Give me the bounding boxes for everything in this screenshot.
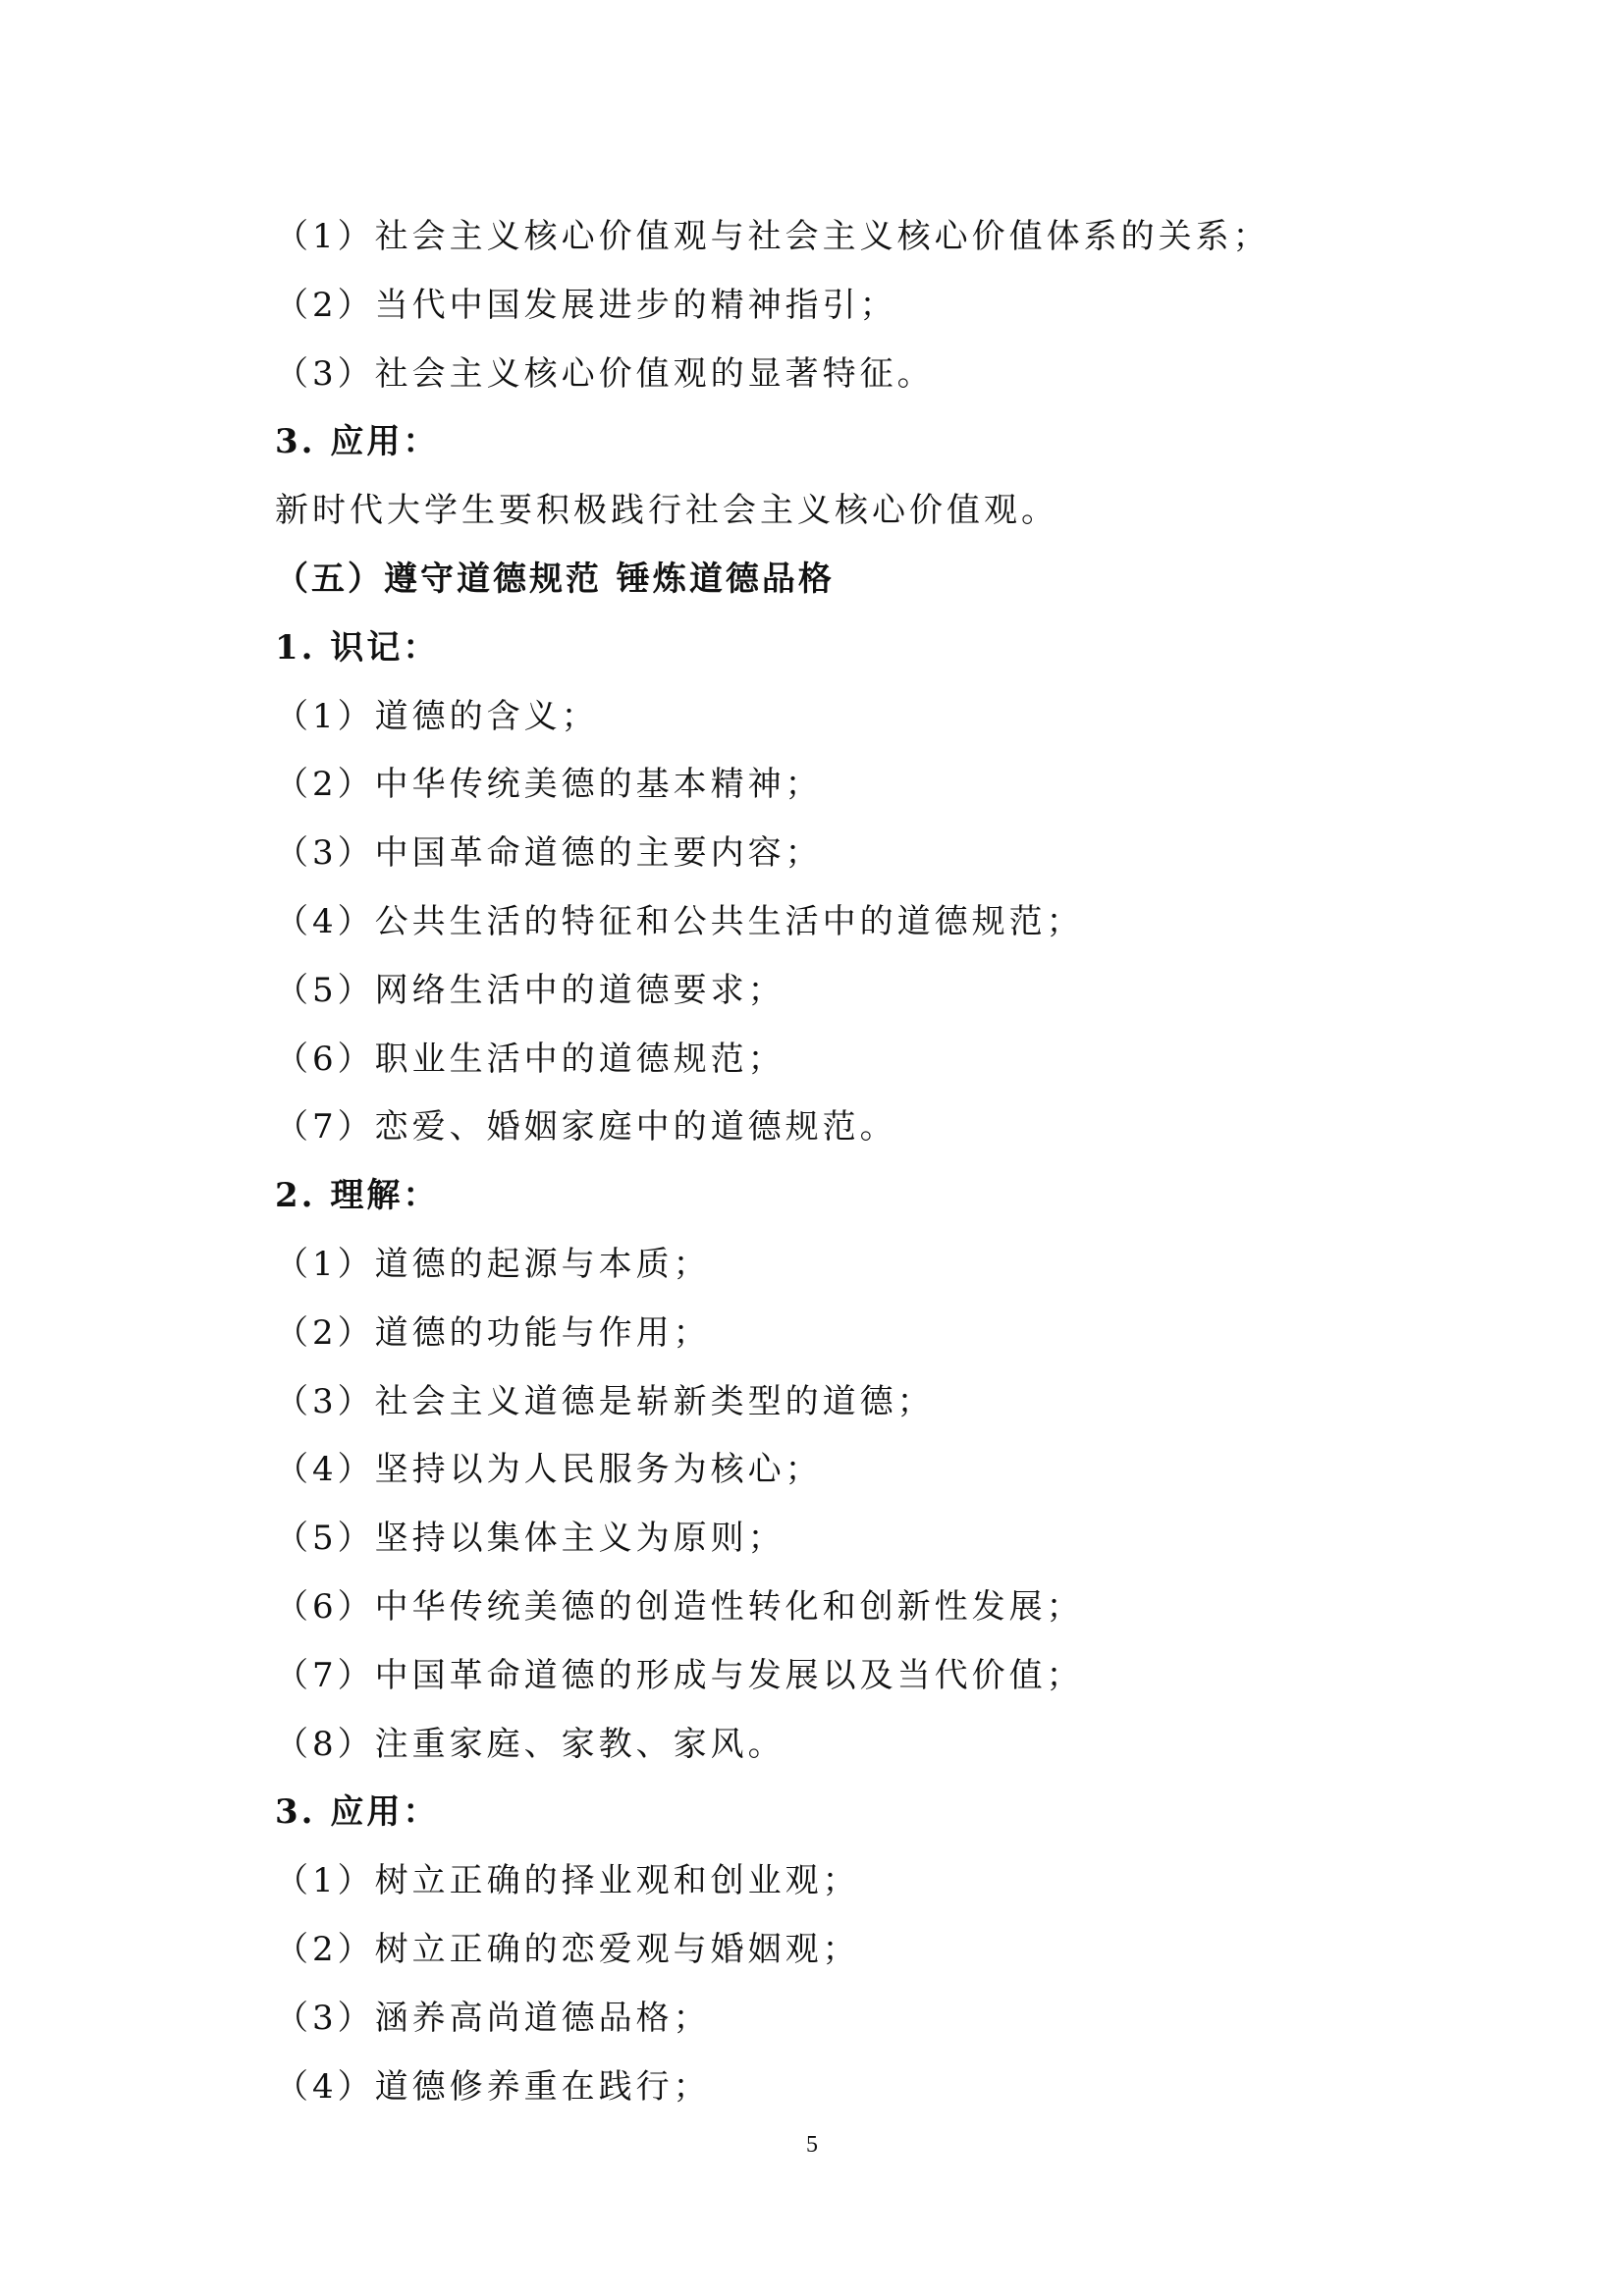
list-item: （2）中华传统美德的基本精神； [275, 765, 823, 805]
section-heading: 3. 应用： [275, 422, 440, 462]
list-item: （1）社会主义核心价值观与社会主义核心价值体系的关系； [275, 217, 1271, 256]
list-item: （7）中国革命道德的形成与发展以及当代价值； [275, 1655, 1084, 1695]
list-item: （7）恋爱、婚姻家庭中的道德规范。 [275, 1107, 897, 1148]
list-item: （4）公共生活的特征和公共生活中的道德规范； [275, 901, 1084, 941]
list-item: （3）社会主义道德是崭新类型的道德； [275, 1381, 935, 1421]
section-heading: （五）遵守道德规范 锤炼道德品格 [275, 559, 835, 599]
list-item: （2）当代中国发展进步的精神指引； [275, 285, 897, 325]
list-item: 新时代大学生要积极践行社会主义核心价值观。 [275, 491, 1058, 531]
list-item: （4）坚持以为人民服务为核心； [275, 1450, 823, 1490]
list-item: （3）中国革命道德的主要内容； [275, 833, 823, 874]
list-item: （1）道德的起源与本质； [275, 1244, 711, 1284]
list-item: （2）道德的功能与作用； [275, 1312, 711, 1353]
list-item: （4）道德修养重在践行； [275, 2066, 711, 2107]
document-body [275, 203, 1375, 2121]
list-item: （3）涵养高尚道德品格； [275, 1998, 711, 2038]
list-item: （1）树立正确的择业观和创业观； [275, 1861, 860, 1901]
list-item: （1）道德的含义； [275, 696, 599, 736]
section-heading: 2. 理解： [275, 1176, 440, 1216]
list-item: （8）注重家庭、家教、家风。 [275, 1724, 785, 1764]
list-item: （5）网络生活中的道德要求； [275, 970, 785, 1010]
list-item: （3）社会主义核心价值观的显著特征。 [275, 353, 935, 394]
section-heading: 1. 识记： [275, 627, 440, 667]
page-number: 5 [806, 2132, 818, 2158]
list-item: （6）职业生活中的道德规范； [275, 1039, 785, 1079]
list-item: （6）中华传统美德的创造性转化和创新性发展； [275, 1586, 1084, 1627]
list-item: （5）坚持以集体主义为原则； [275, 1519, 785, 1559]
section-heading: 3. 应用： [275, 1792, 440, 1833]
list-item: （2）树立正确的恋爱观与婚姻观； [275, 1929, 860, 1969]
